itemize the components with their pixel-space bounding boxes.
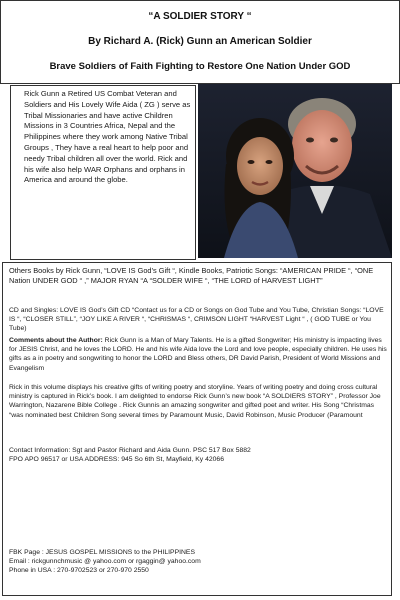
volume-paragraph: Rick in this volume displays his creative gifts of writing poetry and storyline. Years of writing poetry and doing cross cultural ministry is captured in Rick’s book. I am delighted to endorse Rick Gunn’s new book “A SOLDIERS STORY” , Professor Joe Warrington, Nazarene Bible College . Rick Gunnis an amazing songwriter and gifted poet and writer. His Song “Christmas “was nominated best Children Song several times by Paramount Music, David Robinson, Music Producer (Paramount: [9, 384, 381, 419]
comments-paragraph: [9, 336, 387, 373]
contact-line-2: FPO APO 96517 or USA ADDRESS: 945 So 6th St, Mayfield, Ky 42066: [9, 456, 224, 464]
other-books-paragraph: Others Books by Rick Gunn, “LOVE IS God’s Gift “, Kindle Books, Patriotic Songs: “AMERICAN PRIDE “, “ONE Nation UNDER GOD “ ,” MAJOR RYAN “A “SOLDER WIFE “, “THE LORD of HARVEST LIGHT”: [9, 266, 374, 285]
email-line: Email : rickgunnchmusic @ yahoo.com or rgaggin@ yahoo.com: [9, 558, 201, 566]
footer-contacts: [9, 548, 387, 576]
subtitle-line: Brave Soldiers of Faith Fighting to Restore One Nation Under GOD: [49, 61, 351, 72]
author-line: By Richard A. (Rick) Gunn an American Soldier: [88, 36, 312, 47]
page-title: “A SOLDIER STORY “: [148, 11, 252, 22]
fbk-page-line: FBK Page : JESUS GOSPEL MISSIONS to the PHILIPPINES: [9, 549, 195, 556]
phone-line: Phone in USA : 270-9702523 or 270-970 2550: [9, 567, 149, 575]
intro-paragraph: Rick Gunn a Retired US Combat Veteran and Soldiers and His Lovely Wife Aida ( ZG ) serve as Tribal Missionaries and have active Children Missions in 3 Countries Africa, Nepal and the Philippines where they work among Native Tribal Groups , They have a real heart to help poor and needy Tribal children all over the world. Rick and his wife also help WAR Orphans and orphans in America and around the globe.: [24, 89, 191, 185]
contact-paragraph: [9, 446, 387, 464]
contact-line-1: Contact Information: Sgt and Pastor Richard and Aida Gunn. PSC 517 Box 5882: [9, 447, 251, 454]
comments-body: Rick Gunn is a Man of Mary Talents. He is a gifted Songwriter; His ministry is impacting lives for JESIS Christ, and he loves the LORD. He and his wife Aida love the Lord and love people, especially children. He uses his gifts as a in poetry and songwriting to honor the LORD and Bless others, DR David Parish, President of World Missions and Evangelism: [9, 337, 387, 372]
cd-singles-paragraph: CD and Singles: LOVE IS God’s Gift CD “Contact us for a CD or Songs on God Tube and You Tube, Christian Songs: “LOVE IS “, “CLOSER STILL”, “JOY LIKE A RIVER “, “CHRISMAS “, CRIMSON LIGHT “HARVEST Light “ , ( GOD TUBE or You Tube): [9, 307, 384, 333]
couple-photo: [198, 84, 392, 258]
comments-lead: Comments about the Author:: [9, 337, 103, 344]
couple-photo-image: [198, 84, 392, 258]
